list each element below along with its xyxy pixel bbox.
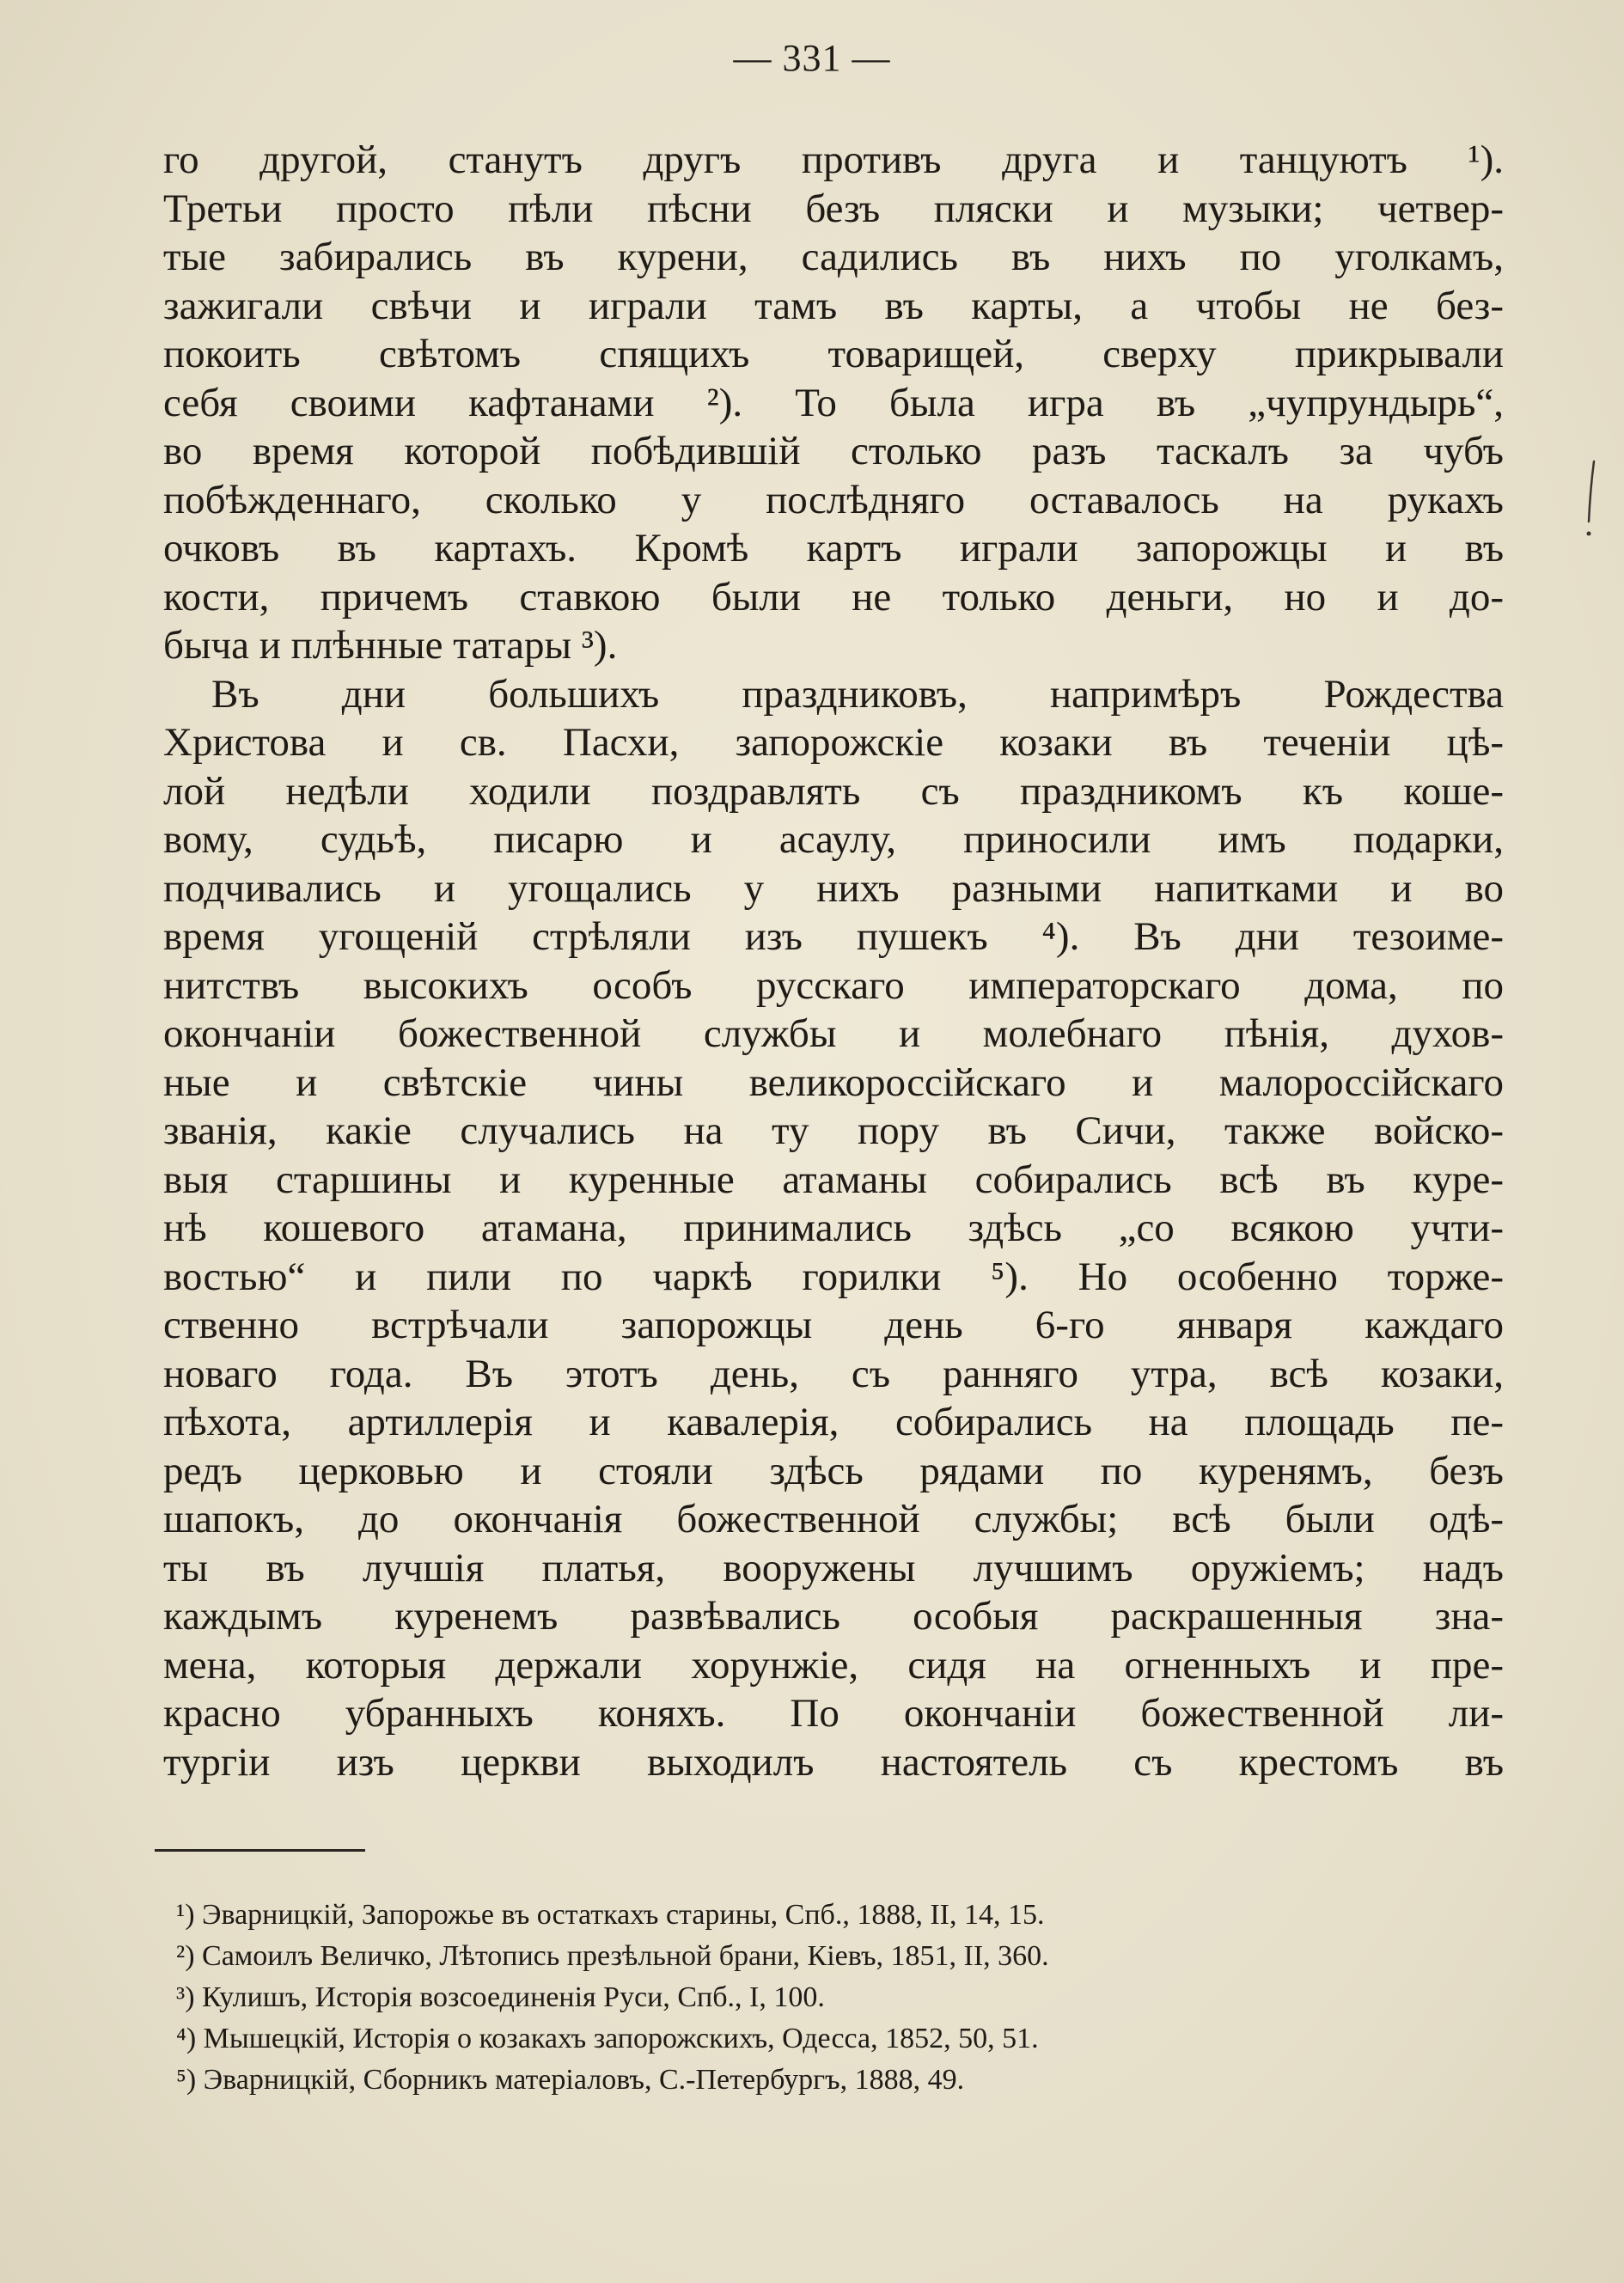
text-line: во время которой побѣдившій столько разъ таскалъ за чубъ [163,429,1504,473]
text-line: новаго года. Въ этотъ день, съ ранняго утра, всѣ козаки, [163,1351,1504,1396]
footnote: ⁴) Мышецкій, Исторія о козакахъ запорожскихъ, Одесса, 1852, 50, 51. [176,2023,1039,2054]
body-text [163,136,1504,1786]
text-line: званія, какіе случались на ту пору въ Сичи, также войско- [163,1108,1504,1153]
text-line: мена, которыя держали хорунжіе, сидя на огненныхъ и пре- [163,1642,1504,1688]
footnote-separator [155,1849,365,1852]
text-line: подчивались и угощались у нихъ разными напитками и во [163,865,1504,911]
footnotes [176,1895,1431,2101]
text-line: востью“ и пили по чаркѣ горилки ⁵). Но особенно торже- [163,1254,1504,1299]
text-line: нитствъ высокихъ особъ русскаго императорскаго дома, по [163,962,1504,1008]
text-line: покоить свѣтомъ спящихъ товарищей, сверху прикрывали [163,332,1504,376]
text-line: очковъ въ картахъ. Кромѣ картъ играли запорожцы и въ [163,526,1504,571]
text-line: красно убранныхъ коняхъ. По окончаніи божественной ли- [163,1691,1504,1736]
text-line: вому, судьѣ, писарю и асаулу, приносили имъ подарки, [163,817,1504,862]
footnote: ²) Самоилъ Величко, Лѣтопись презѣльной брани, Кіевъ, 1851, II, 360. [176,1940,1049,1972]
text-line: время угощеній стрѣляли изъ пушекъ ⁴). Въ дни тезоиме- [163,914,1504,959]
text-line: окончаніи божественной службы и молебнаго пѣнія, духов- [163,1011,1504,1056]
text-line: тые забирались въ курени, садились въ нихъ по уголкамъ, [163,235,1504,279]
text-line: го другой, станутъ другъ противъ друга и танцуютъ ¹). [163,137,1504,182]
text-line: ственно встрѣчали запорожцы день 6-го января каждаго [163,1303,1504,1347]
footnote: ⁵) Эварницкій, Сборникъ матеріаловъ, С.-Петербургъ, 1888, 49. [176,2064,965,2096]
text-line: ты въ лучшія платья, вооружены лучшимъ оружіемъ; надъ [163,1545,1504,1590]
text-line: ные и свѣтскіе чины великороссійскаго и малороссійскаго [163,1059,1504,1105]
text-line: Третьи просто пѣли пѣсни безъ пляски и музыки; четвер- [163,186,1504,231]
text-line: пѣхота, артиллерія и кавалерія, собирались на площадь пе- [163,1400,1504,1444]
margin-pencil-mark [1586,460,1598,537]
text-line: Въ дни большихъ праздниковъ, напримѣръ Рождества [211,671,1504,717]
text-line: тургіи изъ церкви выходилъ настоятель съ крестомъ въ [163,1739,1504,1785]
text-line: кости, причемъ ставкою были не только деньги, но и до- [163,574,1504,620]
text-line: себя своими кафтанами ²). То была игра въ „чупрундырь“, [163,380,1504,425]
text-line: побѣжденнаго, сколько у послѣдняго оставалось на рукахъ [163,477,1504,522]
footnote: ³) Кулишъ, Исторія возсоединенія Руси, Спб., I, 100. [176,1981,825,2013]
text-line: нѣ кошевого атамана, принимались здѣсь „со всякою учти- [163,1206,1504,1250]
text-line: быча и плѣнные татары ³). [163,623,618,668]
text-line: зажигали свѣчи и играли тамъ въ карты, а чтобы не без- [163,283,1504,328]
footnote: ¹) Эварницкій, Запорожье въ остаткахъ старины, Спб., 1888, II, 14, 15. [176,1899,1045,1931]
text-line: редъ церковью и стояли здѣсь рядами по куренямъ, безъ [163,1448,1504,1493]
page-number: — 331 — [733,37,891,79]
text-line: лой недѣли ходили поздравлять съ праздникомъ къ коше- [163,768,1504,814]
text-line: каждымъ куренемъ развѣвались особыя раскрашенныя зна- [163,1594,1504,1639]
text-line: шапокъ, до окончанія божественной службы; всѣ были одѣ- [163,1497,1504,1541]
text-line: выя старшины и куренные атаманы собирались всѣ въ куре- [163,1157,1504,1202]
text-line: Христова и св. Пасхи, запорожскіе козаки въ теченіи цѣ- [163,720,1504,765]
